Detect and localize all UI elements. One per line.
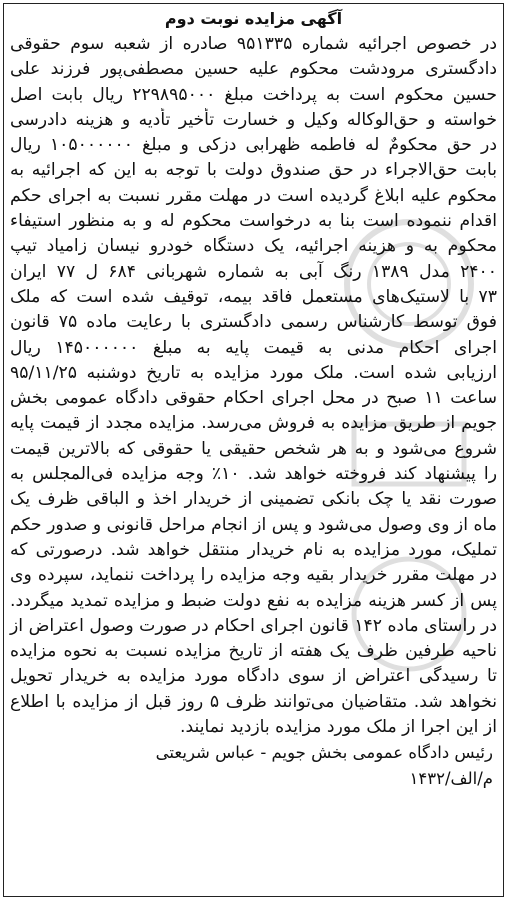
- notice-line: از این اجرا از ملک مورد مزایده بازدید نمایند.: [180, 717, 497, 738]
- notice-line: را پیشنهاد کند فروخته خواهد شد. ۱۰٪ وجه مزایده فی‌المجلس به: [10, 464, 497, 485]
- notice-line: جویم از طریق مزایده به فروش می‌رسد. مزایده مجدد از قیمت پایه: [10, 413, 497, 434]
- notice-body: [4, 32, 503, 740]
- notice-line: دادگستری مرودشت محکوم علیه حسین مصطفی‌پور فرزند علی: [10, 59, 497, 80]
- notice-line: تا رسیدگی اعتراض از سوی دادگاه مورد مزایده به خریدار تحویل: [10, 666, 497, 687]
- notice-line: حسین محکوم است به پرداخت مبلغ ۲۲۹۸۹۵۰۰۰ ریال بابت اصل: [10, 84, 497, 105]
- notice-line: بابت حق‌الاجراء در حق صندوق دولت با توجه به این که اجرائیه به: [10, 160, 497, 181]
- notice-line: اقدام ننموده است بنا به درخواست محکوم له و به منظور استیفاء: [10, 211, 497, 232]
- notice-line: پس از کسر هزینه مزایده به نفع دولت ضبط و مزایده تمدید میگردد.: [10, 590, 497, 611]
- signature: رئیس دادگاه عمومی بخش جویم - عباس شریعتی: [155, 743, 493, 763]
- notice-line: محکوم به و هزینه اجرائیه، یک دستگاه خودرو نیسان زامیاد تیپ: [10, 236, 497, 257]
- notice-line: صورت نقد یا چک بانکی تضمینی از خریدار اخذ و الباقی ظرف یک: [10, 489, 497, 510]
- notice-line: در خصوص اجرائیه شماره ۹۵۱۳۳۵ صادره از شعبه سوم حقوقی: [10, 34, 497, 54]
- auction-notice: [3, 3, 504, 897]
- notice-line: فوق توسط کارشناس رسمی دادگستری با رعایت ماده ۷۵ قانون: [10, 312, 497, 333]
- notice-line: محکوم علیه ابلاغ گردیده است در مهلت مقرر نسبت به اجرای حکم: [10, 185, 497, 206]
- notice-line: ارزیابی شده است. ملک مورد مزایده به تاریخ دوشنبه ۹۵/۱۱/۲۵: [10, 362, 497, 383]
- notice-title: آگهی مزایده نوبت دوم: [164, 9, 343, 28]
- notice-line: در حق محکوم‌ٌ له فاطمه ظهرابی دزکی و مبلغ ۱۰۵۰۰۰۰۰۰ ریال: [10, 135, 497, 156]
- notice-line: نخواهد شد. متقاضیان می‌توانند ظرف ۵ روز قبل از مزایده با اطلاع: [10, 691, 497, 712]
- notice-line: ۲۴۰۰ مدل ۱۳۸۹ رنگ آبی به شماره شهربانی ۶۸۴ ل ۷۷ ایران: [10, 261, 498, 282]
- notice-line: در مهلت مقرر خریدار بقیه وجه مزایده را پرداخت ننماید، سپرده وی: [10, 565, 497, 586]
- notice-line: در راستای ماده ۱۴۲ قانون اجرای احکام در صورت وصول اعتراض از: [10, 615, 497, 636]
- notice-line: اجرای احکام مدنی به قیمت پایه به مبلغ ۱۴۵۰۰۰۰۰۰ ریال: [10, 337, 498, 358]
- notice-line: تملیک، مورد مزایده به نام خریدار منتقل خواهد شد. درصورتی که: [10, 539, 497, 560]
- notice-line: ناحیه طرفین ظرف یک هفته از تاریخ مزایده نسبت به نحوه مزایده: [10, 641, 497, 662]
- notice-line: ۷۳ با لاستیک‌های مستعمل فاقد بیمه، توقیف شده است که ملک: [10, 286, 497, 307]
- reference-number: م/الف/۱۴۳۲: [409, 768, 493, 788]
- notice-line: ساعت ۱۱ صبح در محل اجرای احکام حقوقی دادگاه عمومی بخش: [10, 388, 498, 409]
- notice-line: ماه از وی وصول می‌شود و پس از انجام مراحل قانونی و صدور حکم: [10, 514, 497, 535]
- notice-line: خواسته و حق‌الوکاله وکیل و خسارت تأخیر تأدیه و هزینه دادرسی: [10, 109, 497, 130]
- notice-line: شروع می‌شود و به هر شخص حقیقی یا حقوقی که بالاترین قیمت: [10, 438, 497, 459]
